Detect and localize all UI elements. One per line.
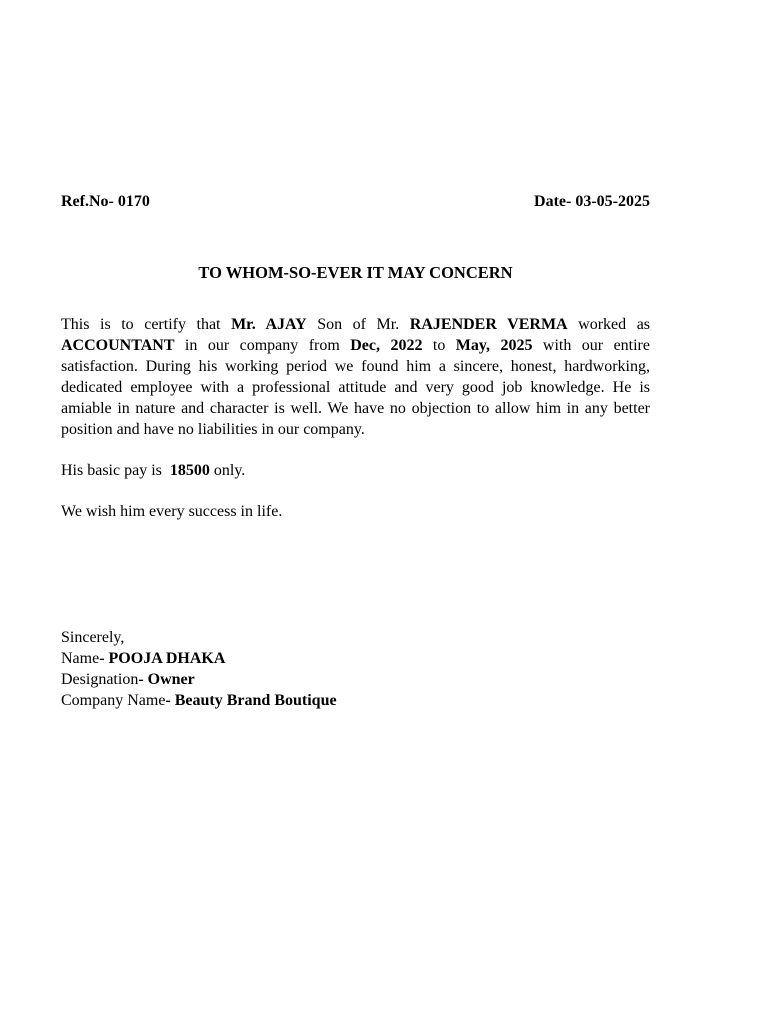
wish-line: We wish him every success in life.: [61, 503, 283, 520]
ref-number: 0170: [117, 193, 150, 210]
ref-date-row: [61, 193, 650, 215]
company-label: Company Name: [61, 692, 166, 709]
designation-value: - Owner: [138, 671, 195, 688]
reference-number: [61, 193, 150, 211]
pay-amount: 18500: [169, 462, 210, 479]
company-name-row: [61, 690, 337, 711]
name-label: Name: [61, 650, 100, 667]
certificate-body: [61, 314, 650, 440]
letter-date: [534, 193, 650, 211]
name-value: - POOJA DHAKA: [99, 650, 226, 667]
body-text-5: to: [422, 337, 456, 354]
employee-name: Mr. AJAY: [231, 316, 307, 333]
employee-designation: ACCOUNTANT: [61, 337, 175, 354]
father-name: RAJENDER VERMA: [409, 316, 568, 333]
from-date: Dec, 2022: [350, 337, 423, 354]
date-value: 03-05-2025: [575, 193, 650, 210]
ref-label: Ref.No-: [61, 193, 114, 210]
date-label: Date-: [534, 193, 572, 210]
body-text-2: Son of Mr.: [306, 316, 410, 333]
pay-prefix: His basic pay is: [61, 462, 170, 479]
company-value: - Beauty Brand Boutique: [165, 692, 337, 709]
body-text-1: This is to certify that: [61, 316, 232, 333]
to-date: May, 2025: [455, 337, 533, 354]
basic-pay-line: [61, 460, 245, 481]
closing: Sincerely,: [61, 629, 125, 646]
body-text-4: in our company from: [174, 337, 351, 354]
designation-label: Designation: [61, 671, 139, 688]
signature-block: [61, 627, 337, 711]
body-text-6: with our entire satisfaction. During his working period we found him a sincere, honest, hardworking, dedicated employee with a professional attitude and very good job knowledge. He is amiable in nature and character is well. We have no objection to allow him in any better position and have no liabilities in our company.: [61, 337, 650, 438]
signatory-designation-row: [61, 669, 337, 690]
letter-heading: TO WHOM-SO-EVER IT MAY CONCERN: [198, 263, 513, 282]
body-text-3: worked as: [567, 316, 651, 333]
signatory-name-row: [61, 648, 337, 669]
pay-suffix: only.: [209, 462, 246, 479]
